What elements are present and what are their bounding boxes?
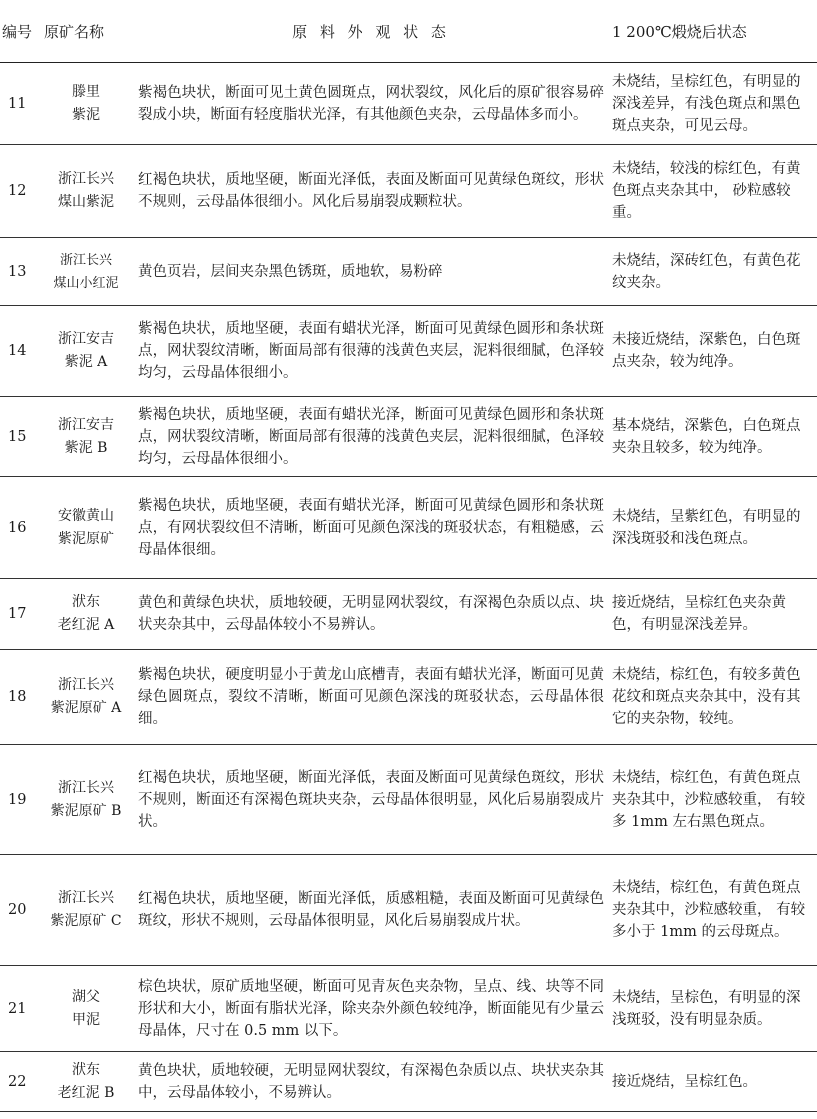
row-name-line1: 浙江长兴 (58, 677, 114, 693)
row-name-line1: 洑东 (72, 1061, 100, 1078)
row-name-line1: 浙江安吉 (58, 331, 114, 347)
row-name-line2: 紫泥原矿 C (50, 913, 122, 929)
header-row (0, 0, 817, 63)
row-fired-state: 未烧结，呈棕色，有明显的深浅斑驳，没有明显杂质。 (608, 966, 817, 1052)
row-description: 黄色和黄绿色块状，质地较硬，无明显网状裂纹，有深褐色杂质以点、块状夹杂其中，云母晶体较小不易辨认。 (134, 579, 608, 650)
row-name (38, 1052, 134, 1112)
row-name (38, 238, 134, 306)
row-name-line2: 紫泥 (72, 106, 100, 123)
header-name: 原矿名称 (38, 0, 134, 63)
row-name (38, 650, 134, 745)
row-name-line2: 紫泥原矿 B (50, 802, 122, 819)
table-row (0, 306, 817, 397)
table-row (0, 238, 817, 306)
table-row (0, 745, 817, 855)
row-description: 棕色块状，原矿质地坚硬，断面可见青灰色夹杂物，呈点、线、块等不同形状和大小，断面有脂状光泽，除夹杂外颜色较纯净，断面能见有少量云母晶体，尺寸在 0.5 mm 以下。 (134, 966, 608, 1052)
row-name-line2: 煤山小红泥 (53, 275, 119, 291)
row-fired-state: 接近烧结，呈棕红色。 (608, 1052, 817, 1112)
row-description: 紫褐色块状，质地坚硬，表面有蜡状光泽，断面可见黄绿色圆形和条状斑点，网状裂纹清晰，断面局部有很薄的浅黄色夹层，泥料很细腻，色泽较均匀，云母晶体很细小。 (134, 306, 608, 397)
row-id: 13 (0, 238, 38, 306)
row-id: 16 (0, 477, 38, 579)
row-name-line1: 浙江长兴 (59, 252, 112, 268)
header-fired-state: 1 200℃煅烧后状态 (608, 0, 817, 63)
row-id: 22 (0, 1052, 38, 1112)
row-name-line2: 紫泥 A (64, 354, 108, 370)
row-name-line1: 湖父 (72, 988, 100, 1005)
row-id: 12 (0, 145, 38, 238)
row-name-line1: 浙江长兴 (58, 890, 114, 906)
row-description: 红褐色块状，质地坚硬，断面光泽低，质感粗糙，表面及断面可见黄绿色斑纹，形状不规则，云母晶体很明显，风化后易崩裂成片状。 (134, 855, 608, 966)
row-id: 15 (0, 397, 38, 477)
row-fired-state: 接近烧结，呈棕红色夹杂黄色，有明显深浅差异。 (608, 579, 817, 650)
header-description: 原 料 外 观 状 态 (134, 0, 608, 63)
row-name-line1: 浙江安吉 (58, 416, 114, 433)
table-row (0, 397, 817, 477)
row-id: 21 (0, 966, 38, 1052)
row-name-line2: 煤山紫泥 (58, 194, 114, 210)
row-description: 红褐色块状，质地坚硬，断面光泽低，表面及断面可见黄绿色斑纹，形状不规则，云母晶体很细小。风化后易崩裂成颗粒状。 (134, 145, 608, 238)
row-name-line2: 紫泥原矿 (58, 530, 114, 547)
row-id: 19 (0, 745, 38, 855)
table-row (0, 1052, 817, 1112)
row-name (38, 477, 134, 579)
row-name (38, 745, 134, 855)
row-name-line1: 浙江长兴 (58, 171, 114, 187)
row-name (38, 579, 134, 650)
row-fired-state: 未接近烧结，深紫色，白色斑点夹杂，较为纯净。 (608, 306, 817, 397)
row-id: 18 (0, 650, 38, 745)
row-description: 紫褐色块状，硬度明显小于黄龙山底槽青，表面有蜡状光泽，断面可见黄绿色圆斑点，裂纹不清晰，断面可见颜色深浅的斑驳状态，云母晶体很细。 (134, 650, 608, 745)
row-fired-state: 未烧结，深砖红色，有黄色花纹夹杂。 (608, 238, 817, 306)
row-name (38, 855, 134, 966)
table-row (0, 145, 817, 238)
row-fired-state: 未烧结，较浅的棕红色，有黄色斑点夹杂其中， 砂粒感较重。 (608, 145, 817, 238)
row-description: 黄色页岩，层间夹杂黑色锈斑，质地软，易粉碎 (134, 238, 608, 306)
row-name-line2: 紫泥 B (64, 439, 108, 456)
row-description: 黄色块状，质地较硬，无明显网状裂纹，有深褐色杂质以点、块状夹杂其中，云母晶体较小，不易辨认。 (134, 1052, 608, 1112)
table-row (0, 650, 817, 745)
table-row (0, 477, 817, 579)
row-fired-state: 未烧结，棕红色，有较多黄色花纹和斑点夹杂其中，没有其它的夹杂物，较纯。 (608, 650, 817, 745)
row-fired-state: 未烧结，棕红色，有黄色斑点夹杂其中，沙粒感较重， 有较多小于 1mm 的云母斑点。 (608, 855, 817, 966)
row-name (38, 63, 134, 145)
row-fired-state: 未烧结，呈紫红色，有明显的深浅斑驳和浅色斑点。 (608, 477, 817, 579)
header-id: 编号 (0, 0, 38, 63)
row-name-line1: 浙江长兴 (58, 779, 114, 796)
row-name-line2: 甲泥 (72, 1011, 100, 1028)
row-id: 17 (0, 579, 38, 650)
row-description: 紫褐色块状，断面可见土黄色圆斑点，网状裂纹，风化后的原矿很容易碎裂成小块，断面有轻度脂状光泽，有其他颜色夹杂，云母晶体多而小。 (134, 63, 608, 145)
row-name-line2: 老红泥 B (57, 1084, 115, 1101)
row-fired-state: 未烧结，棕红色，有黄色斑点夹杂其中，沙粒感较重， 有较多 1mm 左右黑色斑点。 (608, 745, 817, 855)
row-name (38, 397, 134, 477)
row-fired-state: 基本烧结，深紫色，白色斑点夹杂且较多，较为纯净。 (608, 397, 817, 477)
row-id: 14 (0, 306, 38, 397)
table-row (0, 579, 817, 650)
row-name-line1: 洑东 (72, 594, 100, 610)
row-name (38, 966, 134, 1052)
table-header (0, 0, 817, 63)
table-row (0, 63, 817, 145)
row-name-line2: 紫泥原矿 A (50, 700, 122, 716)
row-name (38, 145, 134, 238)
row-description: 红褐色块状，质地坚硬，断面光泽低，表面及断面可见黄绿色斑纹，形状不规则，断面还有深褐色斑块夹杂，云母晶体很明显，风化后易崩裂成片状。 (134, 745, 608, 855)
row-description: 紫褐色块状，质地坚硬，表面有蜡状光泽，断面可见黄绿色圆形和条状斑点，有网状裂纹但不清晰，断面可见颜色深浅的斑驳状态，有粗糙感，云母晶体很细。 (134, 477, 608, 579)
row-fired-state: 未烧结，呈棕红色，有明显的深浅差异，有浅色斑点和黑色斑点夹杂，可见云母。 (608, 63, 817, 145)
table-body (0, 63, 817, 1112)
row-name-line1: 滕里 (72, 83, 100, 100)
row-id: 11 (0, 63, 38, 145)
row-name-line2: 老红泥 A (57, 617, 115, 633)
row-description: 紫褐色块状，质地坚硬，表面有蜡状光泽，断面可见黄绿色圆形和条状斑点，网状裂纹清晰，断面局部有很薄的浅黄色夹层，泥料很细腻，色泽较均匀，云母晶体很细小。 (134, 397, 608, 477)
table-row (0, 966, 817, 1052)
row-name (38, 306, 134, 397)
row-id: 20 (0, 855, 38, 966)
table-row (0, 855, 817, 966)
row-name-line1: 安徽黄山 (58, 507, 114, 524)
